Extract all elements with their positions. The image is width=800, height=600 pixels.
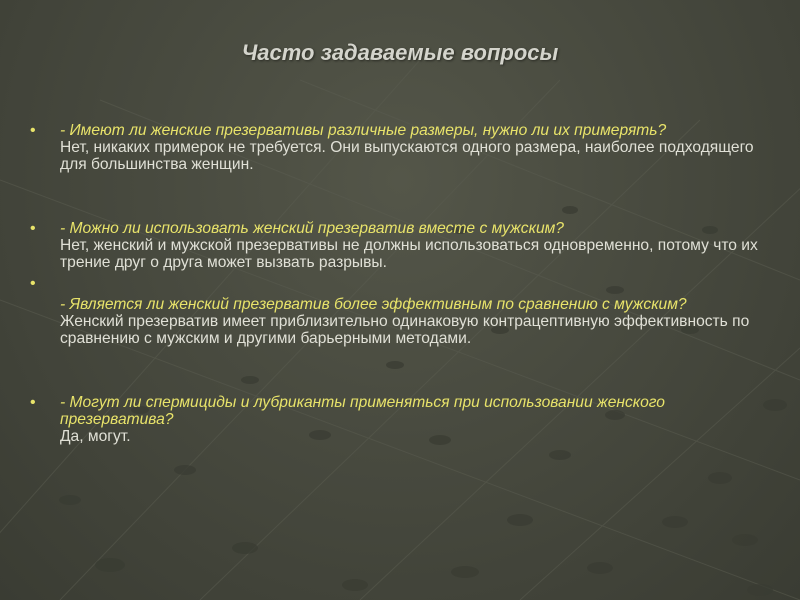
- faq-answer: Женский презерватив имеет приблизительно одинаковую контрацептивную эффективность по сравнению с мужским и другими барьерными методами.: [60, 313, 750, 347]
- faq-question: - Имеют ли женские презервативы различные размеры, нужно ли их примерять?: [60, 122, 667, 139]
- bullet-icon: •: [30, 220, 36, 237]
- faq-question: - Является ли женский презерватив более эффективным по сравнению с мужским?: [60, 296, 687, 313]
- faq-list: [30, 122, 775, 445]
- slide-title: Часто задаваемые вопросы: [241, 40, 559, 65]
- faq-question: - Могут ли спермициды и лубриканты применяться при использовании женского презерватива?: [60, 394, 665, 428]
- faq-answer: Нет, женский и мужской презервативы не должны использоваться одновременно, потому что их трение друг о друга может вызвать разрывы.: [60, 237, 758, 271]
- faq-answer: Да, могут.: [60, 428, 131, 445]
- faq-answer: Нет, никаких примерок не требуется. Они выпускаются одного размера, наиболее подходящего для большинства женщин.: [60, 139, 754, 173]
- bullet-icon: •: [30, 275, 36, 292]
- faq-question: - Можно ли использовать женский презерватив вместе с мужским?: [60, 220, 564, 237]
- faq-item: [30, 220, 775, 271]
- bullet-icon: •: [30, 394, 36, 411]
- faq-item: [30, 122, 775, 173]
- empty-bullet-item: [30, 275, 775, 292]
- faq-item: [30, 394, 775, 445]
- faq-item: [30, 296, 775, 347]
- bullet-icon: •: [30, 122, 36, 139]
